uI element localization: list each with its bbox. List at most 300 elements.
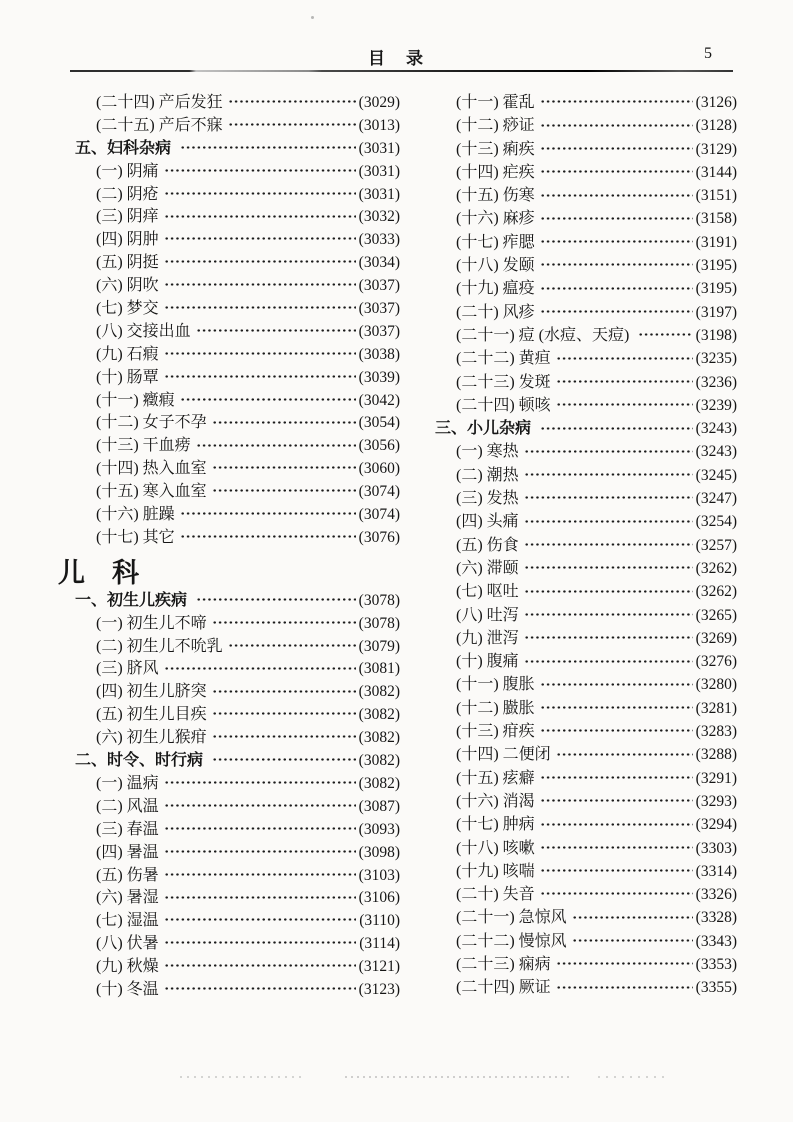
dotted-leader-icon (540, 252, 693, 275)
toc-entry-label: (八) 吐泻 (456, 606, 519, 624)
toc-entry-label: (六) 阴吹 (96, 277, 159, 295)
toc-entry-label: (二十四) 顿咳 (456, 396, 551, 414)
dotted-leader-icon (524, 462, 693, 485)
toc-entry-page: (3093) (358, 820, 400, 838)
dotted-leader-icon (164, 862, 356, 885)
toc-entry-label: (十三) 干血痨 (96, 437, 191, 455)
toc-entry-page: (3082) (358, 706, 400, 724)
toc-entry-label: (九) 秋燥 (96, 958, 159, 976)
toc-entry (435, 415, 737, 438)
toc-entry-label: (七) 呕吐 (456, 583, 519, 601)
dotted-leader-icon (540, 881, 693, 904)
toc-entry (435, 322, 737, 345)
dotted-leader-icon (164, 907, 357, 930)
toc-entry (435, 625, 737, 648)
toc-entry-label: (十五) 伤寒 (456, 187, 535, 205)
toc-entry (435, 369, 737, 392)
toc-entry (75, 862, 400, 885)
dotted-leader-icon (164, 655, 356, 678)
toc-entry-label: (二十五) 产后不寐 (96, 116, 223, 134)
toc-entry (75, 455, 400, 478)
toc-entry-page: (3326) (695, 886, 737, 904)
toc-entry-label: (十二) 痧证 (456, 117, 535, 135)
toc-entry-page: (3265) (695, 606, 737, 624)
toc-entry-label: (七) 梦交 (96, 300, 159, 318)
dotted-leader-icon (228, 633, 356, 656)
toc-entry (435, 811, 737, 834)
toc-entry-label: 二、时令、时行病 (75, 752, 208, 770)
toc-entry-page: (3195) (695, 257, 737, 275)
toc-entry-label: (十一) 霍乱 (456, 94, 535, 111)
dotted-leader-icon (212, 747, 356, 770)
dotted-leader-icon (540, 299, 693, 322)
toc-entry-page: (3042) (358, 391, 400, 409)
dotted-leader-icon (164, 203, 356, 226)
scan-artifact (345, 1076, 570, 1078)
toc-entry-label: (十) 冬温 (96, 980, 159, 998)
toc-entry-label: (十一) 腹胀 (456, 676, 535, 694)
toc-entry-page: (3198) (695, 326, 737, 344)
toc-entry-label: (四) 暑温 (96, 843, 159, 861)
toc-entry-label: (十七) 痄腮 (456, 233, 535, 251)
toc-entry-page: (3039) (358, 368, 400, 386)
dotted-leader-icon (164, 816, 356, 839)
toc-entry-label: (八) 交接出血 (96, 322, 191, 340)
toc-entry-label: (三) 春温 (96, 820, 159, 838)
toc-entry-label: 三、小儿杂病 (435, 420, 536, 438)
dotted-leader-icon (164, 884, 356, 907)
dotted-leader-icon (540, 205, 693, 228)
toc-entry-page: (3031) (358, 162, 400, 180)
toc-entry-page: (3029) (358, 94, 400, 111)
toc-entry-label: (二十) 风疹 (456, 303, 535, 321)
folio-page-number: 5 (704, 45, 712, 62)
dotted-leader-icon (524, 438, 693, 461)
dotted-leader-icon (164, 295, 356, 318)
toc-entry-label: (二十二) 慢惊风 (456, 932, 567, 950)
toc-entry-label: (四) 初生儿脐突 (96, 683, 207, 701)
dotted-leader-icon (228, 112, 356, 135)
dotted-leader-icon (524, 625, 693, 648)
toc-entry (75, 907, 400, 930)
toc-entry-label: (二十一) 痘 (水痘、天痘) (456, 326, 634, 344)
dotted-leader-icon (540, 788, 693, 811)
toc-entry (75, 930, 400, 953)
toc-entry-label: 一、初生儿疾病 (75, 591, 192, 609)
dotted-leader-icon (164, 953, 356, 976)
toc-entry-page: (3110) (359, 912, 400, 930)
dotted-leader-icon (540, 275, 693, 298)
toc-column-left (58, 89, 400, 999)
toc-entry-label: (十八) 咳嗽 (456, 839, 535, 857)
toc-entry (75, 701, 400, 724)
dotted-leader-icon (180, 501, 356, 524)
toc-column-right (435, 89, 737, 999)
toc-entry (75, 318, 400, 341)
toc-entry-label: (二十三) 痫病 (456, 955, 551, 973)
toc-entry-label: (二十三) 发斑 (456, 373, 551, 391)
toc-entry (435, 695, 737, 718)
scan-artifact (311, 16, 314, 19)
toc-entry-page: (3037) (358, 322, 400, 340)
dotted-leader-icon (524, 555, 693, 578)
toc-entry-label: (三) 脐风 (96, 660, 159, 678)
toc-entry-page: (3262) (695, 583, 737, 601)
toc-entry-label: (七) 湿温 (96, 912, 159, 930)
toc-entry-page: (3098) (358, 843, 400, 861)
dotted-leader-icon (540, 858, 693, 881)
toc-entry (75, 770, 400, 793)
dotted-leader-icon (212, 610, 356, 633)
toc-entry (435, 718, 737, 741)
toc-entry (75, 341, 400, 364)
toc-entry-label: (六) 初生儿猴疳 (96, 729, 207, 747)
toc-entry-label: (十二) 臌胀 (456, 699, 535, 717)
toc-entry (435, 532, 737, 555)
toc-entry (435, 112, 737, 135)
toc-entry-label: (九) 泄泻 (456, 629, 519, 647)
toc-entry-page: (3074) (358, 483, 400, 501)
toc-entry (435, 136, 737, 159)
toc-entry-label: (二) 初生儿不吮乳 (96, 637, 223, 655)
toc-entry (435, 648, 737, 671)
dotted-leader-icon (540, 89, 693, 112)
toc-entry (75, 655, 400, 678)
toc-entry-page: (3031) (358, 185, 400, 203)
toc-entry (75, 181, 400, 204)
dotted-leader-icon (524, 532, 693, 555)
toc-entry (435, 951, 737, 974)
toc-entry (75, 884, 400, 907)
toc-entry-label: (十二) 女子不孕 (96, 414, 207, 432)
toc-entry (75, 587, 400, 610)
toc-entry-page: (3353) (695, 955, 737, 973)
toc-entry-page: (3269) (695, 629, 737, 647)
toc-entry (435, 508, 737, 531)
toc-entry-label: (十四) 疟疾 (456, 163, 535, 181)
toc-entry (75, 524, 400, 547)
dotted-leader-icon (556, 345, 693, 368)
toc-entry (435, 788, 737, 811)
toc-entry-page: (3291) (695, 769, 737, 787)
toc-entry (75, 409, 400, 432)
toc-entry-page: (3151) (695, 187, 737, 205)
toc-entry (75, 678, 400, 701)
toc-entry (58, 547, 400, 588)
toc-entry (435, 974, 737, 997)
dotted-leader-icon (212, 678, 356, 701)
toc-entry-page: (3103) (358, 866, 400, 884)
toc-entry (435, 462, 737, 485)
toc-entry-page: (3283) (695, 723, 737, 741)
toc-entry (435, 252, 737, 275)
toc-entry-page: (3031) (358, 139, 400, 157)
toc-entry-page: (3106) (358, 889, 400, 907)
toc-entry-page: (3262) (695, 559, 737, 577)
dotted-leader-icon (540, 159, 693, 182)
toc-entry-label: (一) 阴痛 (96, 162, 159, 180)
toc-entry (75, 432, 400, 455)
toc-entry (75, 976, 400, 999)
toc-entry (75, 135, 400, 158)
toc-entry-label: (十一) 癥瘕 (96, 391, 175, 409)
toc-entry-label: (十六) 脏躁 (96, 506, 175, 524)
toc-entry-page: (3054) (358, 414, 400, 432)
toc-entry-page: (3126) (695, 94, 737, 111)
dotted-leader-icon (540, 112, 693, 135)
dotted-leader-icon (212, 409, 356, 432)
toc-entry-page: (3081) (358, 660, 400, 678)
dotted-leader-icon (164, 364, 356, 387)
toc-entry-page: (3060) (358, 460, 400, 478)
toc-entry (75, 203, 400, 226)
toc-entry (75, 478, 400, 501)
toc-entry (75, 387, 400, 410)
toc-entry (435, 904, 737, 927)
toc-entry-label: (十五) 寒入血室 (96, 483, 207, 501)
toc-entry-page: (3037) (358, 300, 400, 318)
dotted-leader-icon (228, 89, 356, 112)
toc-entry-page: (3243) (695, 420, 737, 438)
toc-entry (75, 272, 400, 295)
toc-entry-label: (十) 腹痛 (456, 653, 519, 671)
toc-entry (75, 249, 400, 272)
toc-entry (435, 602, 737, 625)
toc-entry-label: (九) 石瘕 (96, 345, 159, 363)
dotted-leader-icon (164, 793, 356, 816)
toc-entry (435, 858, 737, 881)
dotted-leader-icon (524, 578, 693, 601)
dotted-leader-icon (180, 387, 356, 410)
toc-entry (435, 392, 737, 415)
toc-entry-label: (三) 发热 (456, 490, 519, 508)
toc-entry (435, 89, 737, 112)
toc-entry (435, 438, 737, 461)
toc-entry-page: (3032) (358, 208, 400, 226)
dotted-leader-icon (540, 695, 693, 718)
toc-entry-page: (3078) (358, 614, 400, 632)
toc-entry-page: (3303) (695, 839, 737, 857)
dotted-leader-icon (556, 392, 693, 415)
dotted-leader-icon (164, 249, 356, 272)
toc-entry-page: (3078) (358, 591, 400, 609)
toc-entry (435, 881, 737, 904)
dotted-leader-icon (638, 322, 692, 345)
toc-entry-label: (十六) 消渴 (456, 792, 535, 810)
toc-entry (75, 839, 400, 862)
toc-entry-page: (3082) (358, 774, 400, 792)
toc-entry-page: (3037) (358, 277, 400, 295)
toc-entry (75, 747, 400, 770)
toc-entry-label: (十) 肠覃 (96, 368, 159, 386)
toc-entry-page: (3235) (695, 350, 737, 368)
dotted-leader-icon (164, 158, 356, 181)
toc-entry-label: (十八) 发颐 (456, 257, 535, 275)
toc-entry-label: (十三) 疳疾 (456, 723, 535, 741)
toc-entry-page: (3076) (358, 528, 400, 546)
toc-entry-page: (3245) (695, 466, 737, 484)
dotted-leader-icon (164, 976, 356, 999)
toc-entry-page: (3355) (695, 979, 737, 997)
toc-entry-label: (十四) 热入血室 (96, 460, 207, 478)
dotted-leader-icon (196, 432, 356, 455)
dotted-leader-icon (556, 951, 693, 974)
toc-entry-page: (3294) (695, 816, 737, 834)
toc-entry-page: (3129) (695, 140, 737, 158)
dotted-leader-icon (540, 811, 693, 834)
toc-entry (75, 112, 400, 135)
toc-entry-page: (3314) (695, 862, 737, 880)
toc-entry-label: (十三) 痢疾 (456, 140, 535, 158)
toc-entry (75, 226, 400, 249)
toc-entry-label: (六) 暑湿 (96, 889, 159, 907)
toc-entry (435, 835, 737, 858)
toc-entry (75, 89, 400, 112)
dotted-leader-icon (212, 724, 356, 747)
toc-entry (75, 793, 400, 816)
toc-entry-label: (二) 潮热 (456, 466, 519, 484)
toc-entry (435, 578, 737, 601)
dotted-leader-icon (164, 181, 356, 204)
dotted-leader-icon (164, 839, 356, 862)
toc-entry-label: (二十二) 黄疸 (456, 350, 551, 368)
toc-entry (435, 229, 737, 252)
toc-entry-label: (二十一) 急惊风 (456, 909, 567, 927)
toc-entry (75, 610, 400, 633)
dotted-leader-icon (556, 369, 693, 392)
toc-entry-page: (3123) (358, 980, 400, 998)
toc-entry-label: (十九) 瘟疫 (456, 280, 535, 298)
toc-entry (75, 633, 400, 656)
toc-entry (435, 205, 737, 228)
toc-entry-label: (五) 伤暑 (96, 866, 159, 884)
toc-entry-page: (3288) (695, 746, 737, 764)
toc-entry-label: (六) 滞颐 (456, 559, 519, 577)
toc-entry (435, 741, 737, 764)
toc-entry-label: (五) 阴挺 (96, 254, 159, 272)
dotted-leader-icon (572, 928, 693, 951)
toc-entry-page: (3038) (358, 345, 400, 363)
toc-entry (435, 275, 737, 298)
toc-entry (75, 816, 400, 839)
toc-entry (75, 158, 400, 181)
toc-entry-page: (3191) (695, 233, 737, 251)
toc-entry-page: (3144) (695, 163, 737, 181)
scan-artifact (598, 1076, 668, 1078)
header-divider (70, 70, 733, 72)
toc-entry-label: (一) 温病 (96, 774, 159, 792)
toc-entry (435, 159, 737, 182)
dotted-leader-icon (556, 974, 693, 997)
dotted-leader-icon (540, 415, 693, 438)
toc-entry-label: 儿 科 (58, 557, 139, 588)
dotted-leader-icon (180, 135, 356, 158)
toc-entry-label: (四) 阴肿 (96, 231, 159, 249)
toc-entry-page: (3114) (359, 935, 400, 953)
dotted-leader-icon (212, 701, 356, 724)
toc-entry-page: (3236) (695, 373, 737, 391)
toc-entry (435, 671, 737, 694)
toc-entry (435, 345, 737, 368)
toc-entry-page: (3033) (358, 231, 400, 249)
toc-entry (435, 555, 737, 578)
toc-entry-page: (3254) (695, 513, 737, 531)
toc-entry-label: (二) 风温 (96, 797, 159, 815)
page-title: 目 录 (368, 49, 425, 68)
toc-entry-label: (五) 初生儿目疾 (96, 706, 207, 724)
toc-entry-label: (一) 初生儿不啼 (96, 614, 207, 632)
toc-entry-page: (3195) (695, 280, 737, 298)
toc-entry (75, 953, 400, 976)
toc-entry (435, 928, 737, 951)
toc-entry-label: (二十四) 产后发狂 (96, 94, 223, 111)
dotted-leader-icon (196, 318, 356, 341)
toc-entry-page: (3079) (358, 637, 400, 655)
toc-entry-page: (3082) (358, 752, 400, 770)
toc-entry-label: (三) 阴痒 (96, 208, 159, 226)
toc-entry-page: (3247) (695, 490, 737, 508)
dotted-leader-icon (180, 524, 356, 547)
dotted-leader-icon (540, 835, 693, 858)
toc-entry-page: (3343) (695, 932, 737, 950)
toc-entry-label: (四) 头痛 (456, 513, 519, 531)
toc-entry-page: (3158) (695, 210, 737, 228)
toc-entry (435, 299, 737, 322)
toc-entry-page: (3276) (695, 653, 737, 671)
dotted-leader-icon (524, 485, 693, 508)
dotted-leader-icon (164, 770, 356, 793)
toc-entry-label: (十七) 其它 (96, 528, 175, 546)
toc-entry-label: (十六) 麻疹 (456, 210, 535, 228)
toc-entry-label: (十四) 二便闭 (456, 746, 551, 764)
toc-entry (75, 295, 400, 318)
toc-entry-page: (3239) (695, 396, 737, 414)
dotted-leader-icon (212, 478, 356, 501)
toc-entry-page: (3293) (695, 792, 737, 810)
toc-entry-page: (3013) (358, 116, 400, 134)
toc-entry-label: (十七) 肿病 (456, 816, 535, 834)
dotted-leader-icon (524, 508, 693, 531)
toc-entry-page: (3257) (695, 536, 737, 554)
dotted-leader-icon (540, 765, 693, 788)
toc-entry-label: (一) 寒热 (456, 443, 519, 461)
toc-entry (75, 724, 400, 747)
dotted-leader-icon (540, 229, 693, 252)
dotted-leader-icon (164, 341, 356, 364)
toc-entry-page: (3082) (358, 683, 400, 701)
toc-entry-page: (3056) (358, 437, 400, 455)
toc-entry-page: (3197) (695, 303, 737, 321)
dotted-leader-icon (540, 718, 693, 741)
dotted-leader-icon (540, 136, 693, 159)
toc-entry-page: (3074) (358, 506, 400, 524)
toc-entry-label: (十五) 痃癖 (456, 769, 535, 787)
toc-entry-page: (3082) (358, 729, 400, 747)
dotted-leader-icon (212, 455, 356, 478)
toc-entry (435, 182, 737, 205)
toc-entry-label: (二) 阴疮 (96, 185, 159, 203)
toc-entry-label: (十九) 咳喘 (456, 862, 535, 880)
dotted-leader-icon (540, 671, 693, 694)
toc-entry-page: (3328) (695, 909, 737, 927)
toc-entry (75, 501, 400, 524)
toc-entry-page: (3087) (358, 797, 400, 815)
toc-entry-label: 五、妇科杂病 (75, 139, 176, 157)
dotted-leader-icon (540, 182, 693, 205)
dotted-leader-icon (164, 226, 356, 249)
dotted-leader-icon (196, 587, 356, 610)
toc-entry-page: (3280) (695, 676, 737, 694)
